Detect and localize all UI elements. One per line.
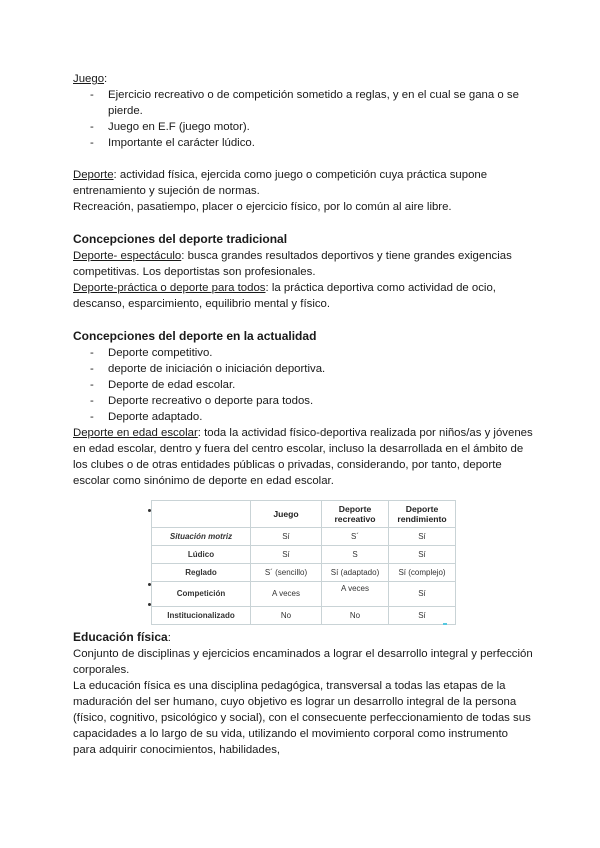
list-item: - Importante el carácter lúdico. [73, 135, 533, 151]
table-row [152, 607, 456, 625]
juego-heading [73, 71, 533, 87]
table-row [152, 564, 456, 582]
table-row-label: Reglado [152, 564, 251, 582]
table-cell: S´ [322, 528, 389, 546]
table-cell: Sí (complejo) [389, 564, 456, 582]
educacion-paragraph-1: Conjunto de disciplinas y ejercicios encaminados a lograr el desarrollo integral y perfección corporales. [73, 648, 533, 676]
espectaculo-term: Deporte- espectáculo [73, 250, 182, 262]
practica-paragraph [73, 280, 533, 312]
educacion-paragraph-2: La educación física es una disciplina pedagógica, transversal a todas las etapas de la maduración del ser humano, cuyo objetivo es lograr un desarrollo integral de la persona (físico, cognitivo, psicológico y social), con el consecuente perfeccionamiento de todas sus capacidades a lo largo de su vida, utilizando el movimiento corporal como instrumento para adquirir conocimientos, habilidades, [73, 680, 531, 756]
practica-text: : la práctica deportiva como actividad de ocio, descanso, esparcimiento, equilibrio mental y físico. [73, 282, 496, 310]
tradicional-heading: Concepciones del deporte tradicional [73, 232, 288, 246]
table-cell: S´ (sencillo) [251, 564, 322, 582]
actualidad-heading: Concepciones del deporte en la actualidad [73, 329, 317, 343]
table-header-cell: Deporte recreativo [322, 501, 389, 528]
list-item: - Deporte competitivo. [73, 345, 533, 361]
table-row [152, 528, 456, 546]
table-header-cell: Deporte rendimiento [389, 501, 456, 528]
practica-term: Deporte-práctica o deporte para todos [73, 282, 266, 294]
table-cell: A veces [322, 582, 389, 607]
table-row [152, 546, 456, 564]
espectaculo-text: : busca grandes resultados deportivos y tiene grandes exigencias competitivas. Los deportistas son profesionales. [73, 250, 512, 278]
deporte-definition [73, 167, 533, 199]
educacion-title: Educación física [73, 630, 168, 644]
educacion-heading [73, 629, 533, 646]
juego-term: Juego [73, 73, 105, 85]
deporte-definition-text: : actividad física, ejercida como juego o competición cuya práctica supone entrenamiento y sujeción de normas. [73, 169, 488, 197]
table-cell: Sí [251, 528, 322, 546]
table-row-label: Lúdico [152, 546, 251, 564]
juego-colon: : [104, 73, 108, 85]
list-item: - Juego en E.F (juego motor). [73, 119, 533, 135]
comparison-table [151, 500, 456, 625]
table-cell: No [251, 607, 322, 625]
table-row-label: Competición [152, 582, 251, 607]
list-item: - Ejercicio recreativo o de competición sometido a reglas, y en el cual se gana o se pierde. [73, 87, 533, 119]
cyan-mark [443, 623, 447, 625]
list-item: - Deporte recreativo o deporte para todos. [73, 393, 533, 409]
table-cell: S [322, 546, 389, 564]
deporte-line2: Recreación, pasatiempo, placer o ejercicio físico, por lo común al aire libre. [73, 201, 452, 213]
table-cell: Sí [389, 582, 456, 607]
table-cell: Sí [389, 528, 456, 546]
juego-list [73, 87, 533, 151]
table-cell: No [322, 607, 389, 625]
list-item: - Deporte de edad escolar. [73, 377, 533, 393]
comparison-table-figure [73, 497, 533, 629]
document-body [73, 71, 533, 758]
deporte-term: Deporte [73, 169, 114, 181]
list-item: - Deporte adaptado. [73, 409, 533, 425]
table-cell: Sí [389, 607, 456, 625]
escolar-term: Deporte en edad escolar [73, 427, 198, 439]
table-cell: Sí (adaptado) [322, 564, 389, 582]
table-header-row [152, 501, 456, 528]
table-cell: Sí [389, 546, 456, 564]
table-header-cell: Juego [251, 501, 322, 528]
actualidad-list [73, 345, 533, 425]
table-cell: A veces [251, 582, 322, 607]
list-item: - deporte de iniciación o iniciación deportiva. [73, 361, 533, 377]
escolar-paragraph [73, 425, 533, 489]
espectaculo-paragraph [73, 248, 533, 280]
table-row-label: Situación motriz [152, 528, 251, 546]
table-row [152, 582, 456, 607]
table-cell: Sí [251, 546, 322, 564]
educacion-colon: : [167, 632, 171, 644]
table-row-label: Institucionalizado [152, 607, 251, 625]
escolar-text: : toda la actividad físico-deportiva realizada por niños/as y jóvenes en edad escolar, dentro y fuera del centro escolar, incluso la desarrollada en el ámbito de los clubes o de otras entidades públicas o privadas, considerando, por tanto, deporte escolar como sinónimo de deporte en edad escolar. [73, 427, 533, 487]
table-header-cell [152, 501, 251, 528]
